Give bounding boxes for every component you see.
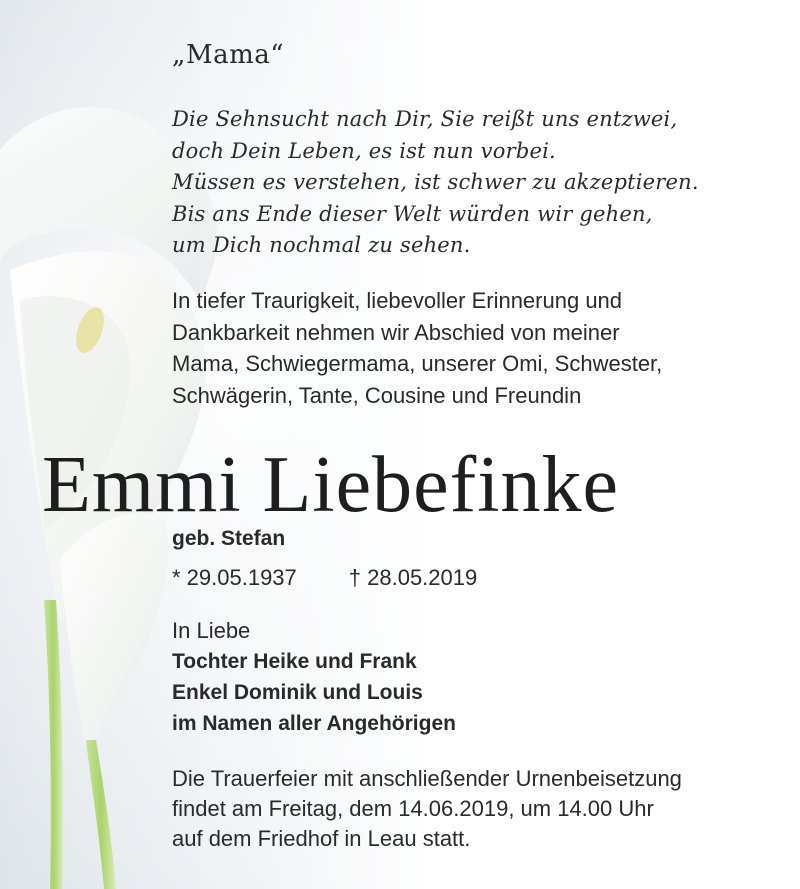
death-date: † 28.05.2019 [348,565,478,590]
intro-line: Dankbarkeit nehmen wir Abschied von meiner [172,319,620,345]
poem-line: Die Sehnsucht nach Dir, Sie reißt uns entzwei, [172,107,678,131]
life-dates [172,565,477,591]
maiden-name: geb. Stefan [172,527,286,550]
intro-paragraph [172,285,662,411]
family-line: Enkel Dominik und Louis [172,681,423,704]
intro-line: In tiefer Traurigkeit, liebevoller Erinnerung und [172,288,623,313]
birth-date: * 29.05.1937 [172,565,297,590]
family-line: im Namen aller Angehörigen [172,712,456,735]
intro-line: Schwägerin, Tante, Cousine und Freundin [172,382,582,408]
family-intro: In Liebe [172,618,251,643]
motto-heading: „Mama“ [172,40,285,70]
service-line: findet am Freitag, dem 14.06.2019, um 14.00 Uhr [172,796,654,821]
intro-line: Mama, Schwiegermama, unserer Omi, Schwester, [172,351,663,376]
family-line: Tochter Heike und Frank [172,650,417,673]
deceased-name: Emmi Liebefinke [42,441,620,529]
service-line: Die Trauerfeier mit anschließender Urnenbeisetzung [172,766,682,791]
poem-line: doch Dein Leben, es ist nun vorbei. [172,138,556,163]
poem-line: um Dich nochmal zu sehen. [172,233,471,257]
poem [172,104,699,262]
family-signature [172,615,456,739]
poem-line: Müssen es verstehen, ist schwer zu akzeptieren. [172,170,699,194]
service-info [172,764,682,854]
service-line: auf dem Friedhof in Leau statt. [172,826,471,851]
poem-line: Bis ans Ende dieser Welt würden wir gehen, [172,201,653,226]
